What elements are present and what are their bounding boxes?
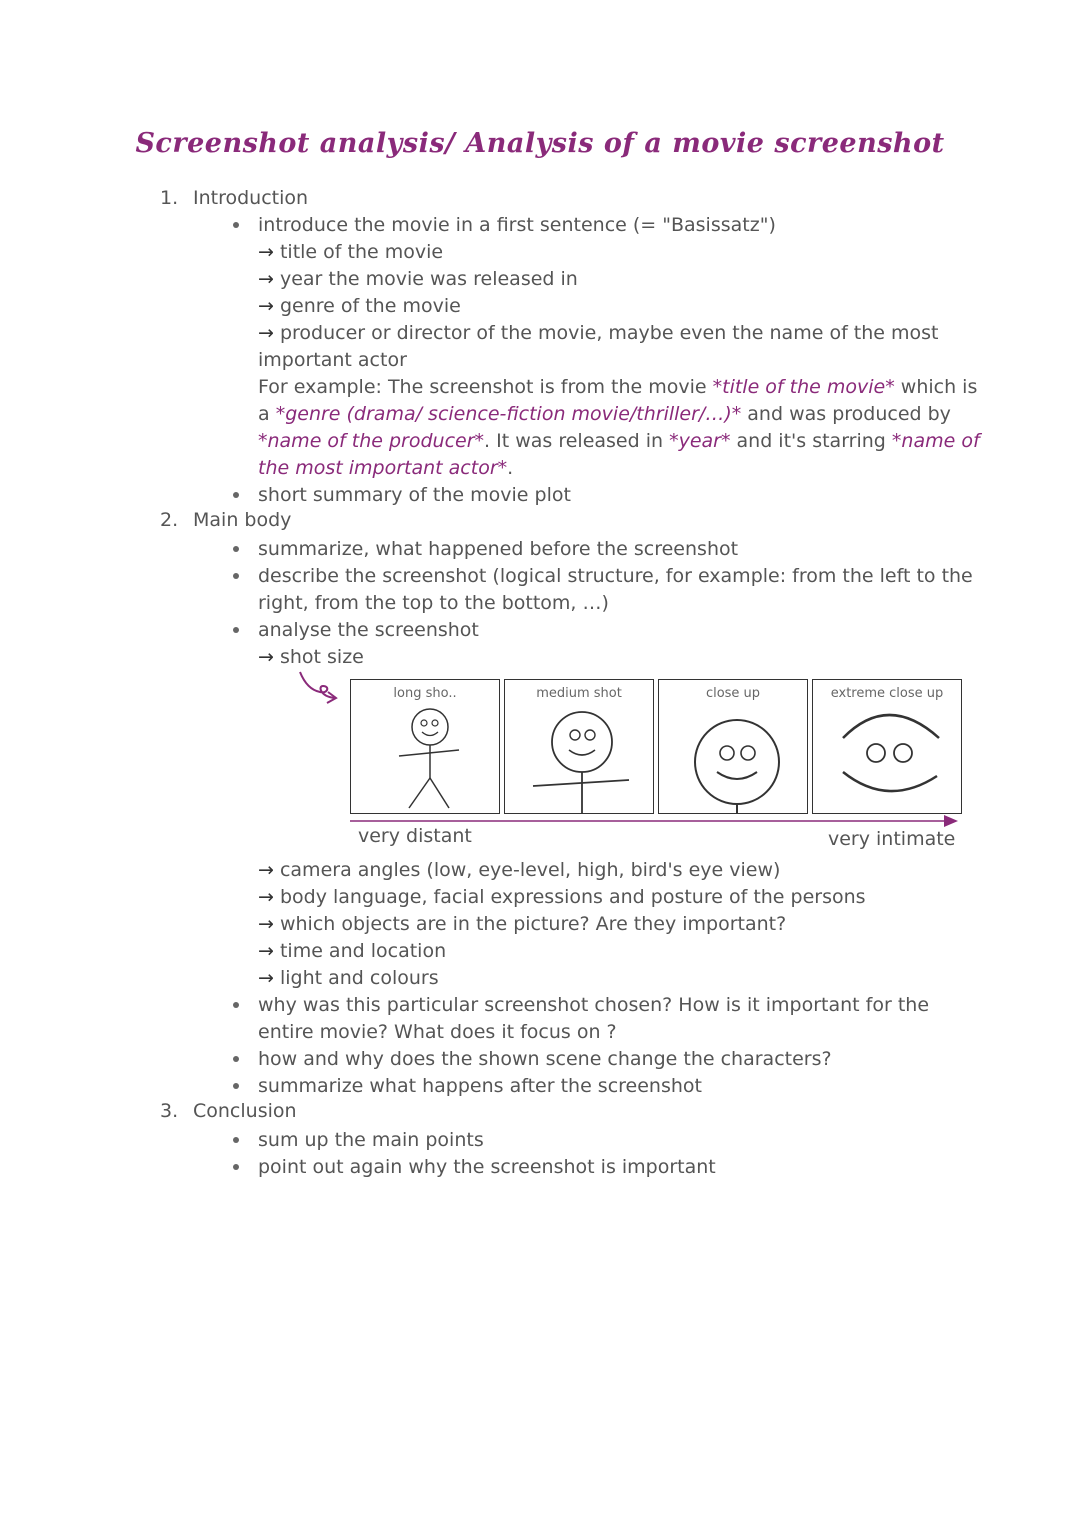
shot-label: extreme close up [830,686,944,701]
stick-figure-upper-icon [505,680,655,815]
section-label: Introduction [193,187,309,209]
list-item: → time and location [258,940,447,962]
arrow-icon: → [258,295,274,317]
arrow-icon: → [258,859,274,881]
list-item: how and why does the shown scene change the characters? [258,1048,832,1070]
face-close-icon [659,680,809,815]
section-number: 2. [160,509,179,531]
list-item: → body language, facial expressions and posture of the persons [258,886,866,908]
list-item: analyse the screenshot [258,619,479,641]
arrow-icon: → [258,241,274,263]
arrow-icon: → [258,967,274,989]
section-label: Main body [193,509,292,531]
list-item: → shot size [258,646,364,668]
list-item: → camera angles (low, eye-level, high, bird's eye view) [258,859,781,881]
list-item: → year the movie was released in [258,268,578,290]
list-item: why was this particular screenshot chosen? How is it important for the [258,994,930,1016]
face-extreme-icon [813,680,963,815]
list-item: → producer or director of the movie, maybe even the name of the most [258,322,939,344]
shot-close-up [658,679,808,814]
arrow-icon: → [258,913,274,935]
shot-label: close up [705,686,761,701]
shot-medium-shot [504,679,654,814]
list-item: → genre of the movie [258,295,461,317]
example-line: a *genre (drama/ science-fiction movie/thriller/…)* and was produced by [258,403,951,425]
example-line: *name of the producer*. It was released in *year* and it's starring *name of [258,430,980,452]
bullet-dot-icon [233,573,239,579]
bullet-dot-icon [233,627,239,633]
section-label: Conclusion [193,1100,297,1122]
list-item: → title of the movie [258,241,444,263]
list-item-continuation: important actor [258,349,407,371]
list-item: short summary of the movie plot [258,484,571,506]
curved-arrow-icon [290,668,350,708]
section-number: 1. [160,187,179,209]
bullet-dot-icon [233,492,239,498]
bullet-dot-icon [233,1137,239,1143]
list-item: → which objects are in the picture? Are they important? [258,913,787,935]
section-number: 3. [160,1100,179,1122]
arrow-icon: → [258,268,274,290]
example-line: the most important actor*. [258,457,514,479]
bullet-dot-icon [233,1164,239,1170]
list-item: sum up the main points [258,1129,484,1151]
arrow-icon: → [258,886,274,908]
bullet-dot-icon [233,222,239,228]
list-item: describe the screenshot (logical structure, for example: from the left to the [258,565,973,587]
arrow-icon: → [258,646,274,668]
shot-long-shot [350,679,500,814]
bullet-dot-icon [233,1083,239,1089]
stick-figure-full-icon [351,680,501,815]
arrow-icon: → [258,322,274,344]
shot-label: medium shot [536,686,622,701]
list-item-continuation: right, from the top to the bottom, …) [258,592,609,614]
bullet-dot-icon [233,1002,239,1008]
list-item: summarize, what happened before the screenshot [258,538,739,560]
shot-extreme-close-up [812,679,962,814]
list-item: point out again why the screenshot is important [258,1156,716,1178]
scale-label-distant: very distant [358,825,472,847]
scale-label-intimate: very intimate [828,828,956,850]
shot-label: long sho.. [393,686,457,701]
list-item: summarize what happens after the screenshot [258,1075,702,1097]
arrow-icon: → [258,940,274,962]
list-item: introduce the movie in a first sentence (= "Basissatz") [258,214,776,236]
example-line: For example: The screenshot is from the movie *title of the movie* which is [258,376,978,398]
bullet-dot-icon [233,1056,239,1062]
bullet-dot-icon [233,546,239,552]
page-title: Screenshot analysis/ Analysis of a movie screenshot [135,128,945,159]
list-item: → light and colours [258,967,439,989]
list-item-continuation: entire movie? What does it focus on ? [258,1021,617,1043]
